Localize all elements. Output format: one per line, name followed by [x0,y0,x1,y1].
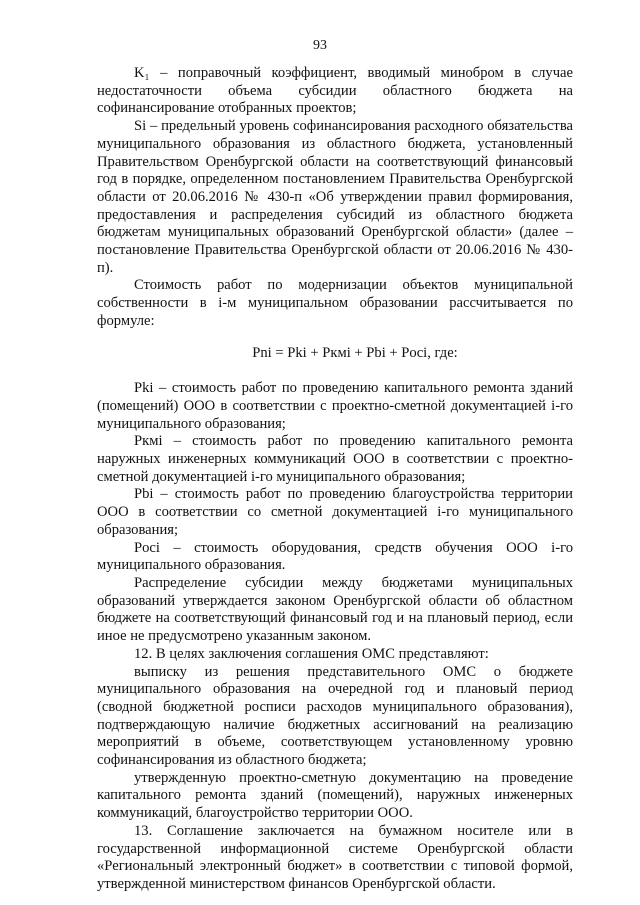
cost-formula: Pni = Pki + Pкмi + Pbi + Poci, где: [252,344,458,361]
paragraph-section-12: 12. В целях заключения соглашения ОМС представляют: [134,645,489,662]
paragraph-pki-definition: Pki – стоимость работ по проведению капитального ремонта зданий (помещений) ООО в соответствии с проектно-сметной документацией i-го муниципального образования; [97,380,573,432]
paragraph-section-13: 13. Соглашение заключается на бумажном носителе или в государственной информационной системе Оренбургской области «Региональный электронный бюджет» в соответствии с типовой формой, утвержденной министерством финансов Оренбургской области. [97,822,573,892]
paragraph-si-cofinancing-level: Si – предельный уровень софинансирования расходного обязательства муниципального образования из областного бюджета, установленный Правительством Оренбургской области на соответствующий финансовый год в порядке, определенном постановлением Правительства Оренбургской области от 20.06.2016 № 430-п «Об утверждении правил формирования, предоставления и распределения субсидий из областного бюджета бюджетам муниципальных образований Оренбургской области» (далее – постановление Правительства Оренбургской области от 20.06.2016 № 430-п). [97,118,573,276]
page-number: 93 [313,38,327,53]
paragraph-subsidy-distribution: Распределение субсидии между бюджетами муниципальных образований утверждается законом Оренбургской области об областном бюджете на соответствующий финансовый год и на плановый период, если иное не предусмотрено указанным законом. [97,574,573,645]
paragraph-pkmi-definition: Pкмi – стоимость работ по проведению капитального ремонта наружных инженерных коммуникаций ООО в соответствии с проектно-сметной документацией i-го муниципального образования; [97,433,573,485]
paragraph-modernization-cost-intro: Стоимость работ по модернизации объектов муниципальной собственности в i-м муниципальном образовании рассчитывается по формуле: [97,277,573,329]
paragraph-k1-coefficient: K₁ – поправочный коэффициент, вводимый минобром в случае недостаточности объема субсидии областного бюджета на софинансирование отобранных проектов; [97,65,573,117]
paragraph-budget-extract: выписку из решения представительного ОМС о бюджете муниципального образования на очередной год и плановый период (сводной бюджетной росписи расходов муниципального образования), подтверждающую наличие бюджетных ассигнований на реализацию мероприятий в объеме, соответствующем установленному уровню софинансирования из областного бюджета; [97,663,573,769]
paragraph-pbi-definition: Pbi – стоимость работ по проведению благоустройства территории ООО в соответствии со сметной документацией i-го муниципального образования; [97,486,573,538]
body-text [97,65,573,894]
paragraph-poci-definition: Poci – стоимость оборудования, средств обучения ООО i-го муниципального образования. [97,539,573,574]
paragraph-design-documentation: утвержденную проектно-сметную документацию на проведение капитального ремонта зданий (помещений), наружных инженерных коммуникаций, благоустройство территории ООО. [97,769,573,822]
